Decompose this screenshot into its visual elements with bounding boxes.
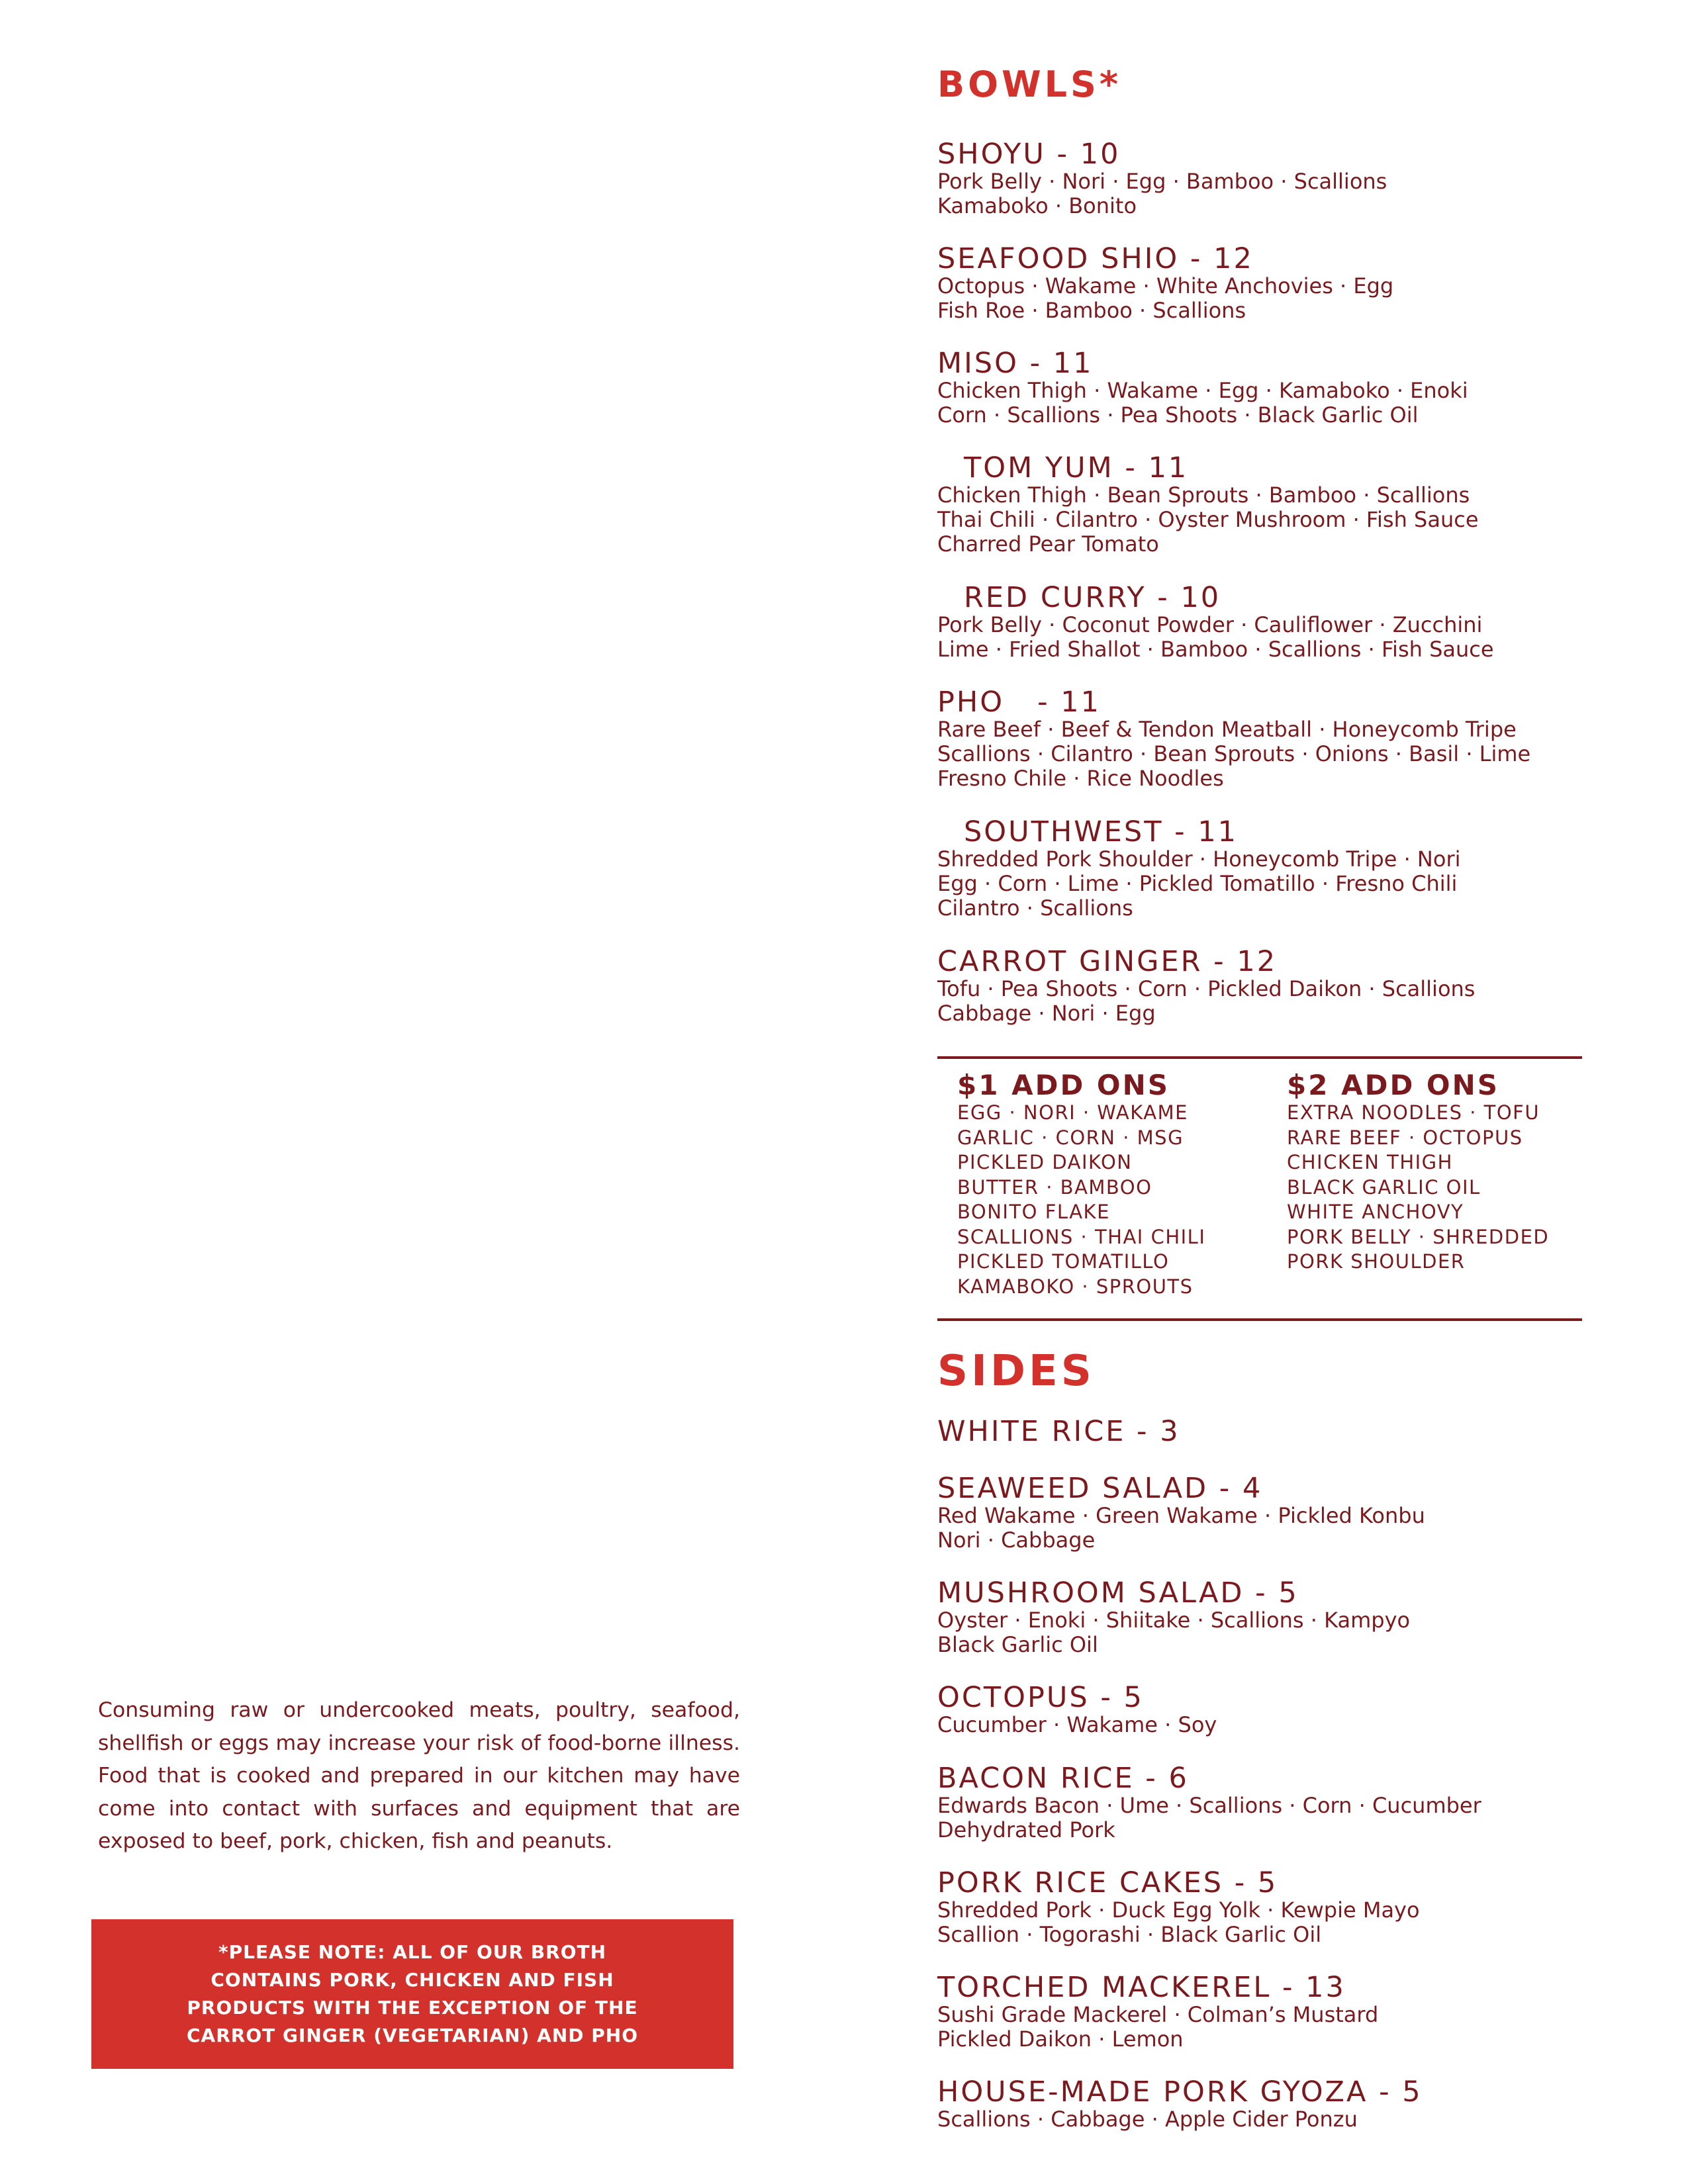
bowl-desc-line: Lime · Fried Shallot · Bamboo · Scallions · Fish Sauce (937, 637, 1494, 662)
side-desc-line: Scallion · Togorashi · Black Garlic Oil (937, 1922, 1322, 1947)
side-desc-line: Nori · Cabbage (937, 1527, 1096, 1553)
bowl-desc-line: Scallions · Cilantro · Bean Sprouts · Onions · Basil · Lime (937, 741, 1531, 766)
broth-note-line: PRODUCTS WITH THE EXCEPTION OF THE (187, 1997, 638, 2019)
add-on-line: BUTTER · BAMBOO (957, 1175, 1152, 1199)
bowl-desc-line: Cabbage · Nori · Egg (937, 1001, 1156, 1026)
sides-title: SIDES (937, 1347, 1095, 1396)
add-on-line: PICKLED TOMATILLO (957, 1250, 1170, 1273)
broth-note-line: *PLEASE NOTE: ALL OF OUR BROTH (218, 1941, 607, 1963)
side-item-seaweed-salad (937, 1473, 1665, 1553)
bowl-desc-line: Pork Belly · Coconut Powder · Cauliflower · Zucchini (937, 612, 1483, 637)
bowl-desc-line: Fish Roe · Bamboo · Scallions (937, 298, 1246, 323)
side-item-mushroom-salad (937, 1578, 1665, 1657)
add-on-line: PORK SHOULDER (1287, 1250, 1466, 1273)
side-name: PORK RICE CAKES - 5 (937, 1866, 1278, 1899)
side-item-bacon-rice (937, 1763, 1665, 1843)
add-on-line: PORK BELLY · SHREDDED (1287, 1225, 1550, 1248)
bowl-item-tom-yum (937, 453, 1665, 557)
bowl-desc-line: Shredded Pork Shoulder · Honeycomb Tripe · Nori (937, 846, 1461, 872)
add-ons-2-column (1287, 1070, 1549, 1275)
bowl-name: SOUTHWEST - 11 (964, 815, 1239, 848)
bowl-desc-line: Fresno Chile · Rice Noodles (937, 766, 1224, 791)
add-on-line: PICKLED DAIKON (957, 1151, 1133, 1173)
add-on-line: WHITE ANCHOVY (1287, 1201, 1464, 1223)
bowl-item-miso (937, 348, 1665, 428)
side-name: MUSHROOM SALAD - 5 (937, 1576, 1299, 1610)
bowl-desc-line: Pork Belly · Nori · Egg · Bamboo · Scallions (937, 169, 1387, 194)
side-desc-line: Dehydrated Pork (937, 1817, 1115, 1843)
add-on-line: EGG · NORI · WAKAME (957, 1101, 1188, 1124)
add-on-line: EXTRA NOODLES · TOFU (1287, 1101, 1540, 1124)
bowl-item-shoyu (937, 139, 1665, 218)
add-on-line: SCALLIONS · THAI CHILI (957, 1225, 1206, 1248)
bowl-desc-line: Tofu · Pea Shoots · Corn · Pickled Daikon · Scallions (937, 976, 1476, 1001)
side-desc-line: Cucumber · Wakame · Soy (937, 1712, 1217, 1737)
add-on-line: CHICKEN THIGH (1287, 1151, 1453, 1173)
bowl-item-seafood-shio (937, 244, 1665, 323)
bowl-name: MISO - 11 (937, 347, 1094, 380)
side-desc-line: Scallions · Cabbage · Apple Cider Ponzu (937, 2107, 1358, 2132)
side-item-white-rice (937, 1416, 1665, 1447)
add-ons-panel (937, 1070, 1582, 1308)
bowl-desc-line: Cilantro · Scallions (937, 895, 1133, 921)
divider-top (937, 1056, 1582, 1059)
divider-bottom (937, 1318, 1582, 1321)
food-safety-warning: Consuming raw or undercooked meats, poultry, seafood, shellfish or eggs may increase your risk of food-borne illness. Food that is cooked and prepared in our kitchen may have come into contact with surfaces and equipment that are exposed to beef, pork, chicken, fish and peanuts. (98, 1698, 740, 1853)
bowl-desc-line: Chicken Thigh · Wakame · Egg · Kamaboko · Enoki (937, 378, 1468, 403)
bowl-desc-line: Thai Chili · Cilantro · Oyster Mushroom · Fish Sauce (937, 507, 1479, 532)
side-desc-line: Sushi Grade Mackerel · Colman’s Mustard (937, 2002, 1379, 2027)
side-name: BACON RICE - 6 (937, 1762, 1189, 1795)
bowl-name: SHOYU - 10 (937, 138, 1121, 171)
side-item-torched-mackerel (937, 1972, 1665, 2052)
add-ons-1-column (957, 1070, 1205, 1299)
add-ons-2-title: $2 ADD ONS (1287, 1069, 1500, 1101)
add-ons-1-title: $1 ADD ONS (957, 1069, 1170, 1101)
add-on-line: GARLIC · CORN · MSG (957, 1126, 1184, 1149)
bowl-desc-line: Kamaboko · Bonito (937, 193, 1137, 218)
add-on-line: RARE BEEF · OCTOPUS (1287, 1126, 1523, 1149)
side-desc-line: Oyster · Enoki · Shiitake · Scallions · Kampyo (937, 1608, 1411, 1633)
side-desc-line: Edwards Bacon · Ume · Scallions · Corn · Cucumber (937, 1793, 1481, 1818)
bowl-item-red-curry (937, 582, 1665, 662)
bowl-name: RED CURRY - 10 (964, 581, 1221, 614)
side-name: OCTOPUS - 5 (937, 1681, 1144, 1714)
side-desc-line: Black Garlic Oil (937, 1632, 1098, 1657)
side-item-octopus (937, 1682, 1665, 1737)
bowl-item-carrot-ginger (937, 946, 1665, 1026)
bowl-desc-line: Rare Beef · Beef & Tendon Meatball · Honeycomb Tripe (937, 717, 1517, 742)
bowl-name: SEAFOOD SHIO - 12 (937, 242, 1254, 275)
bowl-name: TOM YUM - 11 (964, 451, 1189, 484)
bowl-name: PHO - 11 (937, 686, 1102, 719)
bowl-item-pho (937, 687, 1665, 791)
bowls-title: BOWLS* (937, 64, 1122, 105)
bowl-name: CARROT GINGER - 12 (937, 945, 1278, 978)
side-desc-line: Shredded Pork · Duck Egg Yolk · Kewpie Mayo (937, 1897, 1420, 1923)
bowl-desc-line: Chicken Thigh · Bean Sprouts · Bamboo · Scallions (937, 482, 1470, 508)
bowl-desc-line: Charred Pear Tomato (937, 531, 1159, 557)
side-name: WHITE RICE - 3 (937, 1415, 1180, 1448)
broth-note-box (91, 1919, 733, 2069)
side-desc-line: Pickled Daikon · Lemon (937, 2026, 1184, 2052)
broth-note-line: CARROT GINGER (VEGETARIAN) AND PHO (186, 2025, 639, 2046)
bowl-desc-line: Corn · Scallions · Pea Shoots · Black Garlic Oil (937, 402, 1419, 428)
bowl-desc-line: Egg · Corn · Lime · Pickled Tomatillo · Fresno Chili (937, 871, 1458, 896)
add-on-line: BONITO FLAKE (957, 1201, 1110, 1223)
side-desc-line: Red Wakame · Green Wakame · Pickled Konbu (937, 1503, 1425, 1528)
side-name: TORCHED MACKEREL - 13 (937, 1971, 1346, 2004)
side-name: SEAWEED SALAD - 4 (937, 1472, 1263, 1505)
side-item-pork-rice-cakes (937, 1868, 1665, 1947)
bowl-desc-line: Octopus · Wakame · White Anchovies · Egg (937, 273, 1394, 298)
add-on-line: BLACK GARLIC OIL (1287, 1175, 1481, 1199)
side-name: HOUSE-MADE PORK GYOZA - 5 (937, 2075, 1423, 2109)
side-item-pork-gyoza (937, 2077, 1665, 2132)
add-on-line: KAMABOKO · SPROUTS (957, 1275, 1194, 1298)
bowl-item-southwest (937, 817, 1665, 921)
broth-note-line: CONTAINS PORK, CHICKEN AND FISH (211, 1969, 614, 1991)
